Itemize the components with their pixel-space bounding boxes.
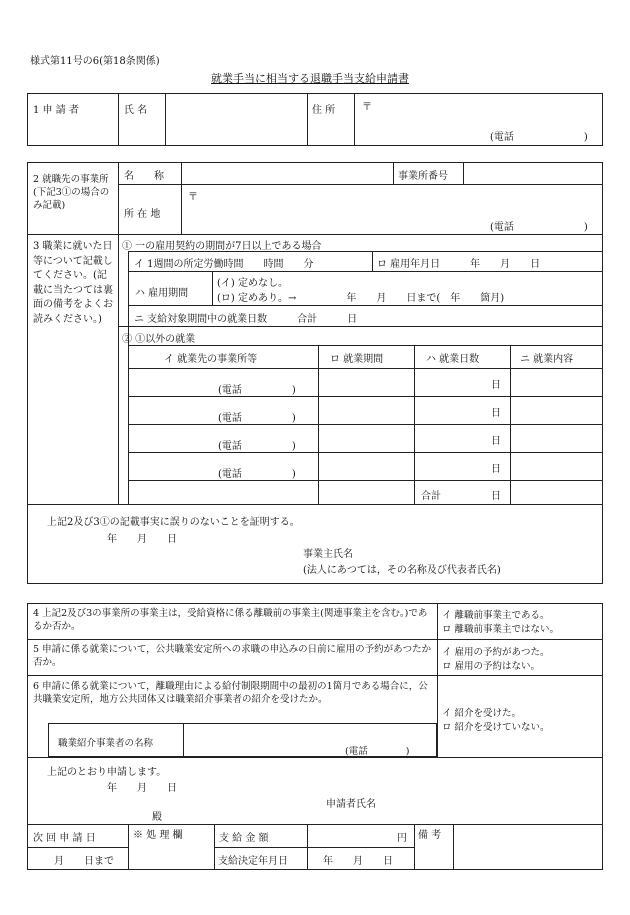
workplace-name-field[interactable] [184,165,390,182]
amount-field[interactable] [310,827,411,845]
col-office: イ 就業先の事業所等 [164,354,258,365]
q4-option-no[interactable]: ロ 離職前事業主ではない。 [442,624,560,635]
col-days: ハ 就業日数 [426,354,480,365]
location-label: 所 在 地 [124,209,161,220]
workplace-postal-mark: 〒 [188,192,198,203]
processing-label: ※ 処 理 欄 [133,830,183,841]
total-day-unit: 日 [491,491,501,502]
q5-text: 5 申請に係る就業について，公共職業安定所への求職の申込みの日前に雇用の予約があつたか否か。 [33,644,432,668]
workplace-name-label: 名 称 [124,171,164,182]
day-unit: 日 [491,380,501,391]
applicant-label: 1 申 請 者 [33,105,79,116]
apply-date: 年 月 日 [107,783,177,794]
period-none-option[interactable]: (イ) 定めなし。 [217,278,288,289]
col-period: ロ 就業期間 [330,354,384,365]
workplace-label: 2 就職先の事業所(下記3①の場合のみ記載) [33,174,110,211]
certification-date: 年 月 日 [107,534,177,545]
q6-text: 6 申請に係る就業について，離職理由による給付制限期間中の最初の1箇月である場合に，公共職業安定所，地方公共団体又は職業紹介事業者の紹介を受けたか。 [33,681,428,705]
q6-option-yes[interactable]: イ 紹介を受けた。 [442,708,522,719]
office-number-label: 事業所番号 [398,171,448,182]
apply-text: 上記のとおり申請します。 [47,767,167,778]
q4-option-yes[interactable]: イ 離職前事業主である。 [442,610,550,621]
day-unit: 日 [491,408,501,419]
day-unit: 日 [491,436,501,447]
office-number-field[interactable] [466,165,600,182]
total-label: 合計 [421,491,441,502]
q4-text: 4 上記2及び3の事業所の事業主は，受給資格に係る離職前の事業主(関連事業主を含む。)であるか否か。 [33,608,428,632]
applicant-tel: (電話 ) [490,132,588,143]
q5-option-yes[interactable]: イ 雇用の予約があつた。 [442,647,550,658]
amount-label: 支 給 金 額 [219,833,269,844]
row-tel: (電話 ) [218,413,296,424]
workplace-tel: (電話 ) [490,222,588,233]
yen-unit: 円 [397,833,407,844]
day-unit: 日 [491,464,501,475]
form-title: 就業手当に相当する退職手当支給申請書 [211,72,409,85]
employer-note: (法人にあつては，その名称及び代表者氏名) [303,565,501,576]
case1-title: ① 一の雇用契約の期間が7日以上である場合 [122,241,322,252]
address-label: 住 所 [312,105,336,116]
next-application-label: 次 回 申 請 日 [33,833,96,844]
decision-date-label: 支給決定年月日 [218,856,288,867]
row-tel: (電話 ) [218,441,296,452]
hire-date: ロ 雇用年月日 年 月 日 [377,259,541,270]
applicant-name-field[interactable] [168,96,304,142]
q6-option-no[interactable]: ロ 紹介を受けていない。 [442,722,550,733]
agency-tel: (電話 ) [345,746,410,757]
weekly-hours: イ 1週間の所定労働時間 時間 分 [134,259,314,270]
q5-option-no[interactable]: ロ 雇用の予約はない。 [442,661,541,672]
addressee-honorific: 殿 [152,812,162,823]
agency-name-label: 職業紹介事業者の名称 [58,738,154,749]
remarks-label: 備 考 [418,830,442,841]
employment-period-label: ハ 雇用期間 [135,288,189,299]
employer-name-label: 事業主氏名 [303,549,353,560]
employment-date-label: 3 職業に就いた日等について記載してください。(記載に当たつては裏面の備考をよくお読みください。) [33,241,113,325]
case2-title: ② ①以外の就業 [122,334,196,345]
name-label: 氏 名 [124,105,148,116]
working-days-total: ニ 支給対象期間中の就業日数 合計 日 [134,314,358,325]
period-fixed-option[interactable]: (ロ) 定めあり。→ 年 月 日まで( 年 箇月) [217,293,505,304]
form-number: 様式第11号の6(第18条関係) [30,56,160,67]
next-application-date: 月 日まで [54,856,114,867]
decision-date: 年 月 日 [323,856,393,867]
certification-text: 上記2及び3①の記載事実に誤りのないことを証明する。 [47,517,300,528]
applicant-name-label: 申請者氏名 [326,799,376,810]
row-tel: (電話 ) [218,385,296,396]
col-content: ニ 就業内容 [520,354,574,365]
row-tel: (電話 ) [218,469,296,480]
postal-mark: 〒 [362,102,372,113]
